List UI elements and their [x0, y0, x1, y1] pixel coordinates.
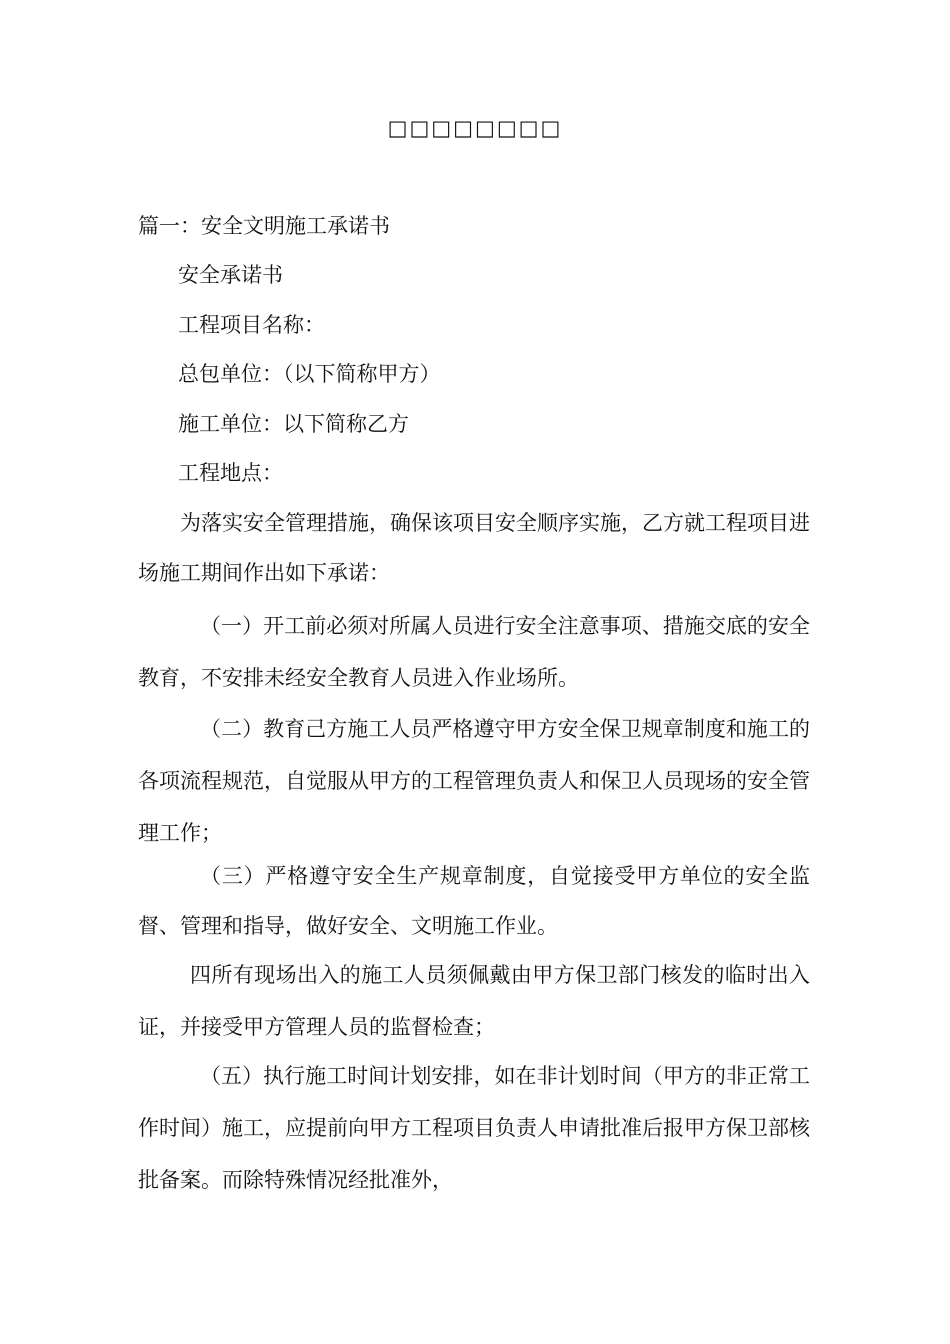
item-paragraph-5: （五）执行施工时间计划安排，如在非计划时间（甲方的非正常工作时间）施工，应提前向甲方工程项目负责人申请批准后报甲方保卫部核批备案。而除特殊情况经批准外， [138, 1064, 810, 1192]
intro-paragraph: 为落实安全管理措施，确保该项目安全顺序实施，乙方就工程项目进场施工期间作出如下承诺： [138, 511, 810, 585]
document-title: □□□□□□□□ [387, 116, 563, 140]
field-project-name: 工程项目名称： [178, 313, 325, 337]
item-paragraph-2: （二）教育己方施工人员严格遵守甲方安全保卫规章制度和施工的各项流程规范，自觉服从甲方的工程管理负责人和保卫人员现场的安全管理工作； [138, 717, 810, 845]
section-heading: 篇一：安全文明施工承诺书 [138, 214, 390, 238]
item-paragraph-3: （三）严格遵守安全生产规章制度，自觉接受甲方单位的安全监督、管理和指导，做好安全、文明施工作业。 [138, 864, 810, 938]
field-general-contractor: 总包单位：（以下简称甲方） [178, 362, 441, 386]
subtitle: 安全承诺书 [178, 263, 283, 287]
item-paragraph-4: 四所有现场出入的施工人员须佩戴由甲方保卫部门核发的临时出入证，并接受甲方管理人员的监督检查； [138, 963, 810, 1039]
item-paragraph-1: （一）开工前必须对所属人员进行安全注意事项、措施交底的安全教育，不安排未经安全教育人员进入作业场所。 [138, 614, 810, 690]
field-construction-unit: 施工单位：以下简称乙方 [178, 412, 409, 436]
field-project-location: 工程地点： [178, 461, 283, 485]
